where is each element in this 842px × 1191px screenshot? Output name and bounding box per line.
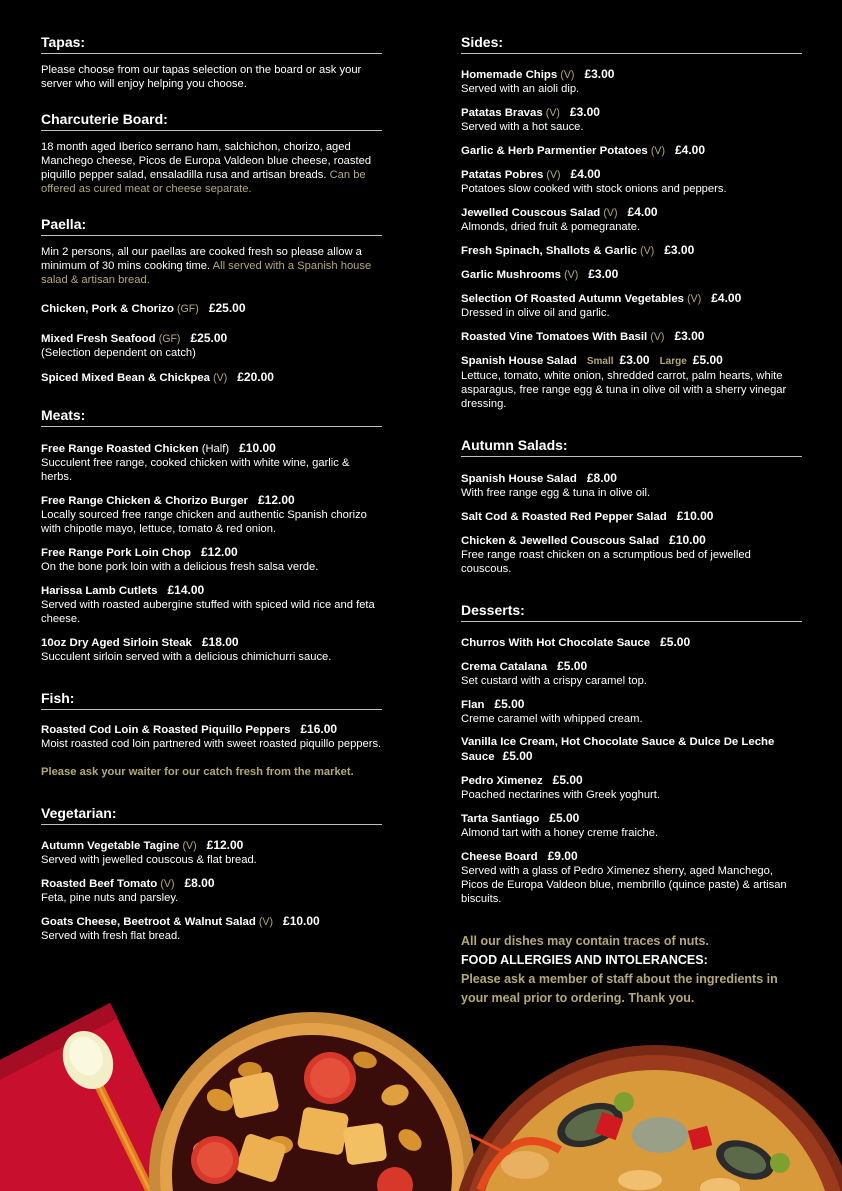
item-name: Free Range Chicken & Chorizo Burger <box>41 495 248 507</box>
item-tag: (V) <box>640 245 655 257</box>
item-tag: (V) <box>650 331 665 343</box>
tapas-text: Please choose from our tapas selection on the board or ask your server who will enjoy helping you choose. <box>41 64 362 90</box>
allergy-note: Please ask a member of staff about the ingredients in your meal prior to ordering. Thank you. <box>461 972 778 1005</box>
item-name: Roasted Beef Tomato <box>41 878 158 890</box>
item-desc: Served with fresh flat bread. <box>41 930 181 942</box>
item-name: Fresh Spinach, Shallots & Garlic <box>461 245 637 257</box>
paella-desc: Min 2 persons, all our paellas are cooked fresh so please allow a minimum of 30 mins cooking time. <box>41 246 362 272</box>
item-desc: Potatoes slow cooked with stock onions and peppers. <box>461 183 727 195</box>
item-name: Crema Catalana <box>461 661 548 673</box>
item-price: £12.00 <box>257 493 295 507</box>
item-price: £20.00 <box>237 370 274 384</box>
allergy-heading: FOOD ALLERGIES AND INTOLERANCES: <box>461 953 708 967</box>
item-desc: Set custard with a crispy caramel top. <box>461 675 647 687</box>
item-name: Cheese Board <box>461 851 538 863</box>
item-price: £12.00 <box>206 838 244 852</box>
item-name: Flan <box>461 699 485 711</box>
item-desc: Almond tart with a honey creme fraiche. <box>461 827 659 839</box>
item-desc: (Selection dependent on catch) <box>41 347 196 359</box>
item-price: £10.00 <box>676 509 714 523</box>
item-name: Tarta Santiago <box>461 813 540 825</box>
item-tag: (V) <box>564 269 579 281</box>
item-desc: On the bone pork loin with a delicious fresh salsa verde. <box>41 561 319 573</box>
charcuterie-note: Can be offered as cured meat or cheese separate. <box>41 169 366 195</box>
item-desc: Served with a hot sauce. <box>461 121 584 133</box>
paella-pan-icon <box>450 1045 842 1191</box>
item-desc: Poached nectarines with Greek yoghurt. <box>461 789 660 801</box>
item-name: Chicken, Pork & Chorizo <box>41 303 174 315</box>
item-tag: (V) <box>545 107 560 119</box>
item-desc: Dressed in olive oil and garlic. <box>461 307 610 319</box>
paella-note: All served with a Spanish house salad & artisan bread. <box>41 260 372 286</box>
fish-note: Please ask your waiter for our catch fresh from the market. <box>41 766 354 778</box>
item-price: £10.00 <box>239 441 276 455</box>
item-name: Harissa Lamb Cutlets <box>41 585 158 597</box>
item-name: Patatas Bravas <box>461 107 543 119</box>
item-tag: (V) <box>213 372 228 384</box>
item-price: £5.00 <box>660 635 691 649</box>
item-name: Roasted Cod Loin & Roasted Piquillo Peppers <box>41 724 291 736</box>
item-price: £4.00 <box>711 291 742 305</box>
item-price: £10.00 <box>283 914 320 928</box>
item-name: Spanish House Salad <box>461 473 577 485</box>
item-desc: Succulent free range, cooked chicken with white wine, garlic & herbs. <box>41 457 350 483</box>
charcuterie-desc: 18 month aged Iberico serrano ham, salchichon, chorizo, aged Manchego cheese, Picos de Europa Valdeon blue cheese, roasted piquillo pepper salad, ensaladilla rusa and artisan breads. <box>41 141 372 181</box>
item-tag: (V) <box>258 916 274 928</box>
item-name: Salt Cod & Roasted Red Pepper Salad <box>461 511 667 523</box>
item-name: Spanish House Salad <box>461 355 577 367</box>
item-note: (Half) <box>201 443 230 455</box>
item-tag: (V) <box>546 169 561 181</box>
item-desc: Lettuce, tomato, white onion, shredded carrot, palm hearts, white asparagus, free range egg & tuna in olive oil with a sherry vinegar dressing. <box>461 370 787 410</box>
item-name: Vanilla Ice Cream, Hot Chocolate Sauce & Dulce De Leche Sauce <box>461 736 775 763</box>
item-desc: Free range roast chicken on a scrumptious bed of jewelled couscous. <box>461 549 751 575</box>
item-price: £5.00 <box>502 749 533 763</box>
item-name: Garlic & Herb Parmentier Potatoes <box>461 145 648 157</box>
section-title: Meats: <box>41 407 382 427</box>
item-name: Free Range Pork Loin Chop <box>41 547 191 559</box>
item-name: Selection Of Roasted Autumn Vegetables <box>461 293 685 305</box>
item-name: 10oz Dry Aged Sirloin Steak <box>41 637 192 649</box>
item-name: Chicken & Jewelled Couscous Salad <box>461 535 660 547</box>
item-price: £12.00 <box>201 545 238 559</box>
item-price: £8.00 <box>184 876 215 890</box>
item-tag: (V) <box>560 69 575 81</box>
item-price: £10.00 <box>669 533 706 547</box>
item-price: £8.00 <box>586 471 617 485</box>
item-name: Jewelled Couscous Salad <box>461 207 601 219</box>
item-name: Goats Cheese, Beetroot & Walnut Salad <box>41 916 256 928</box>
item-name: Free Range Roasted Chicken <box>41 443 199 455</box>
item-desc: Moist roasted cod loin partnered with sweet roasted piquillo peppers. <box>41 738 382 750</box>
stew-bowl-icon <box>149 1012 475 1191</box>
item-desc: Served with a glass of Pedro Ximenez sherry, aged Manchego, Picos de Europa Valdeon blue, membrillo (quince paste) & artisan biscuits. <box>461 865 787 905</box>
item-desc: Locally sourced free range chicken and authentic Spanish chorizo with chipotle mayo, lettuce, tomato & red onion. <box>41 509 367 535</box>
item-name: Mixed Fresh Seafood <box>41 333 156 345</box>
item-desc: Served with an aioli dip. <box>461 83 580 95</box>
item-name: Roasted Vine Tomatoes With Basil <box>461 331 648 343</box>
item-price: £5.00 <box>557 659 588 673</box>
item-tag: (V) <box>603 207 618 219</box>
item-price: £3.00 <box>588 267 619 281</box>
small-label: Small <box>586 356 614 367</box>
item-tag: (V) <box>182 840 197 852</box>
item-tag: (V) <box>687 293 702 305</box>
section-title: Charcuterie Board: <box>41 111 382 131</box>
item-price: £3.00 <box>664 243 695 257</box>
large-label: Large <box>659 356 687 367</box>
item-name: Pedro Ximenez <box>461 775 543 787</box>
item-price: £18.00 <box>201 635 239 649</box>
item-price: £4.00 <box>570 167 601 181</box>
section-title: Tapas: <box>41 34 382 54</box>
section-title: Fish: <box>41 690 382 710</box>
item-price: £14.00 <box>167 583 205 597</box>
item-name: Churros With Hot Chocolate Sauce <box>461 637 651 649</box>
section-title: Vegetarian: <box>41 805 382 825</box>
item-tag: (V) <box>160 878 175 890</box>
item-desc: Feta, pine nuts and parsley. <box>41 892 179 904</box>
item-name: Autumn Vegetable Tagine <box>41 840 180 852</box>
item-tag: (GF) <box>158 333 181 345</box>
item-desc: Almonds, dried fruit & pomegranate. <box>461 221 641 233</box>
item-price: £3.00 <box>674 329 705 343</box>
section-title: Desserts: <box>461 602 802 622</box>
item-desc: Succulent sirloin served with a delicious chimichurri sauce. <box>41 651 332 663</box>
item-name: Spiced Mixed Bean & Chickpea <box>41 372 211 384</box>
item-price: £25.00 <box>208 301 246 315</box>
section-title: Sides: <box>461 34 802 54</box>
small-price: £3.00 <box>619 353 650 367</box>
item-price: £5.00 <box>494 697 525 711</box>
item-desc: Creme caramel with whipped cream. <box>461 713 643 725</box>
item-price: £25.00 <box>190 331 228 345</box>
item-desc: Served with roasted aubergine stuffed with spiced wild rice and feta cheese. <box>41 599 375 625</box>
item-price: £5.00 <box>552 773 583 787</box>
item-desc: Served with jewelled couscous & flat bread. <box>41 854 257 866</box>
item-name: Garlic Mushrooms <box>461 269 562 281</box>
item-desc: With free range egg & tuna in olive oil. <box>461 487 651 499</box>
item-price: £4.00 <box>674 143 706 157</box>
item-price: £3.00 <box>584 67 615 81</box>
item-price: £3.00 <box>569 105 600 119</box>
item-tag: (V) <box>650 145 665 157</box>
item-price: £9.00 <box>547 849 578 863</box>
item-price: £16.00 <box>300 722 338 736</box>
item-price: £5.00 <box>549 811 580 825</box>
item-price: £4.00 <box>627 205 658 219</box>
item-tag: (GF) <box>177 303 199 315</box>
section-title: Paella: <box>41 216 382 236</box>
section-title: Autumn Salads: <box>461 437 802 457</box>
item-name: Homemade Chips <box>461 69 558 81</box>
large-price: £5.00 <box>692 353 723 367</box>
nuts-warning: All our dishes may contain traces of nuts. <box>461 934 709 948</box>
item-name: Patatas Pobres <box>461 169 544 181</box>
